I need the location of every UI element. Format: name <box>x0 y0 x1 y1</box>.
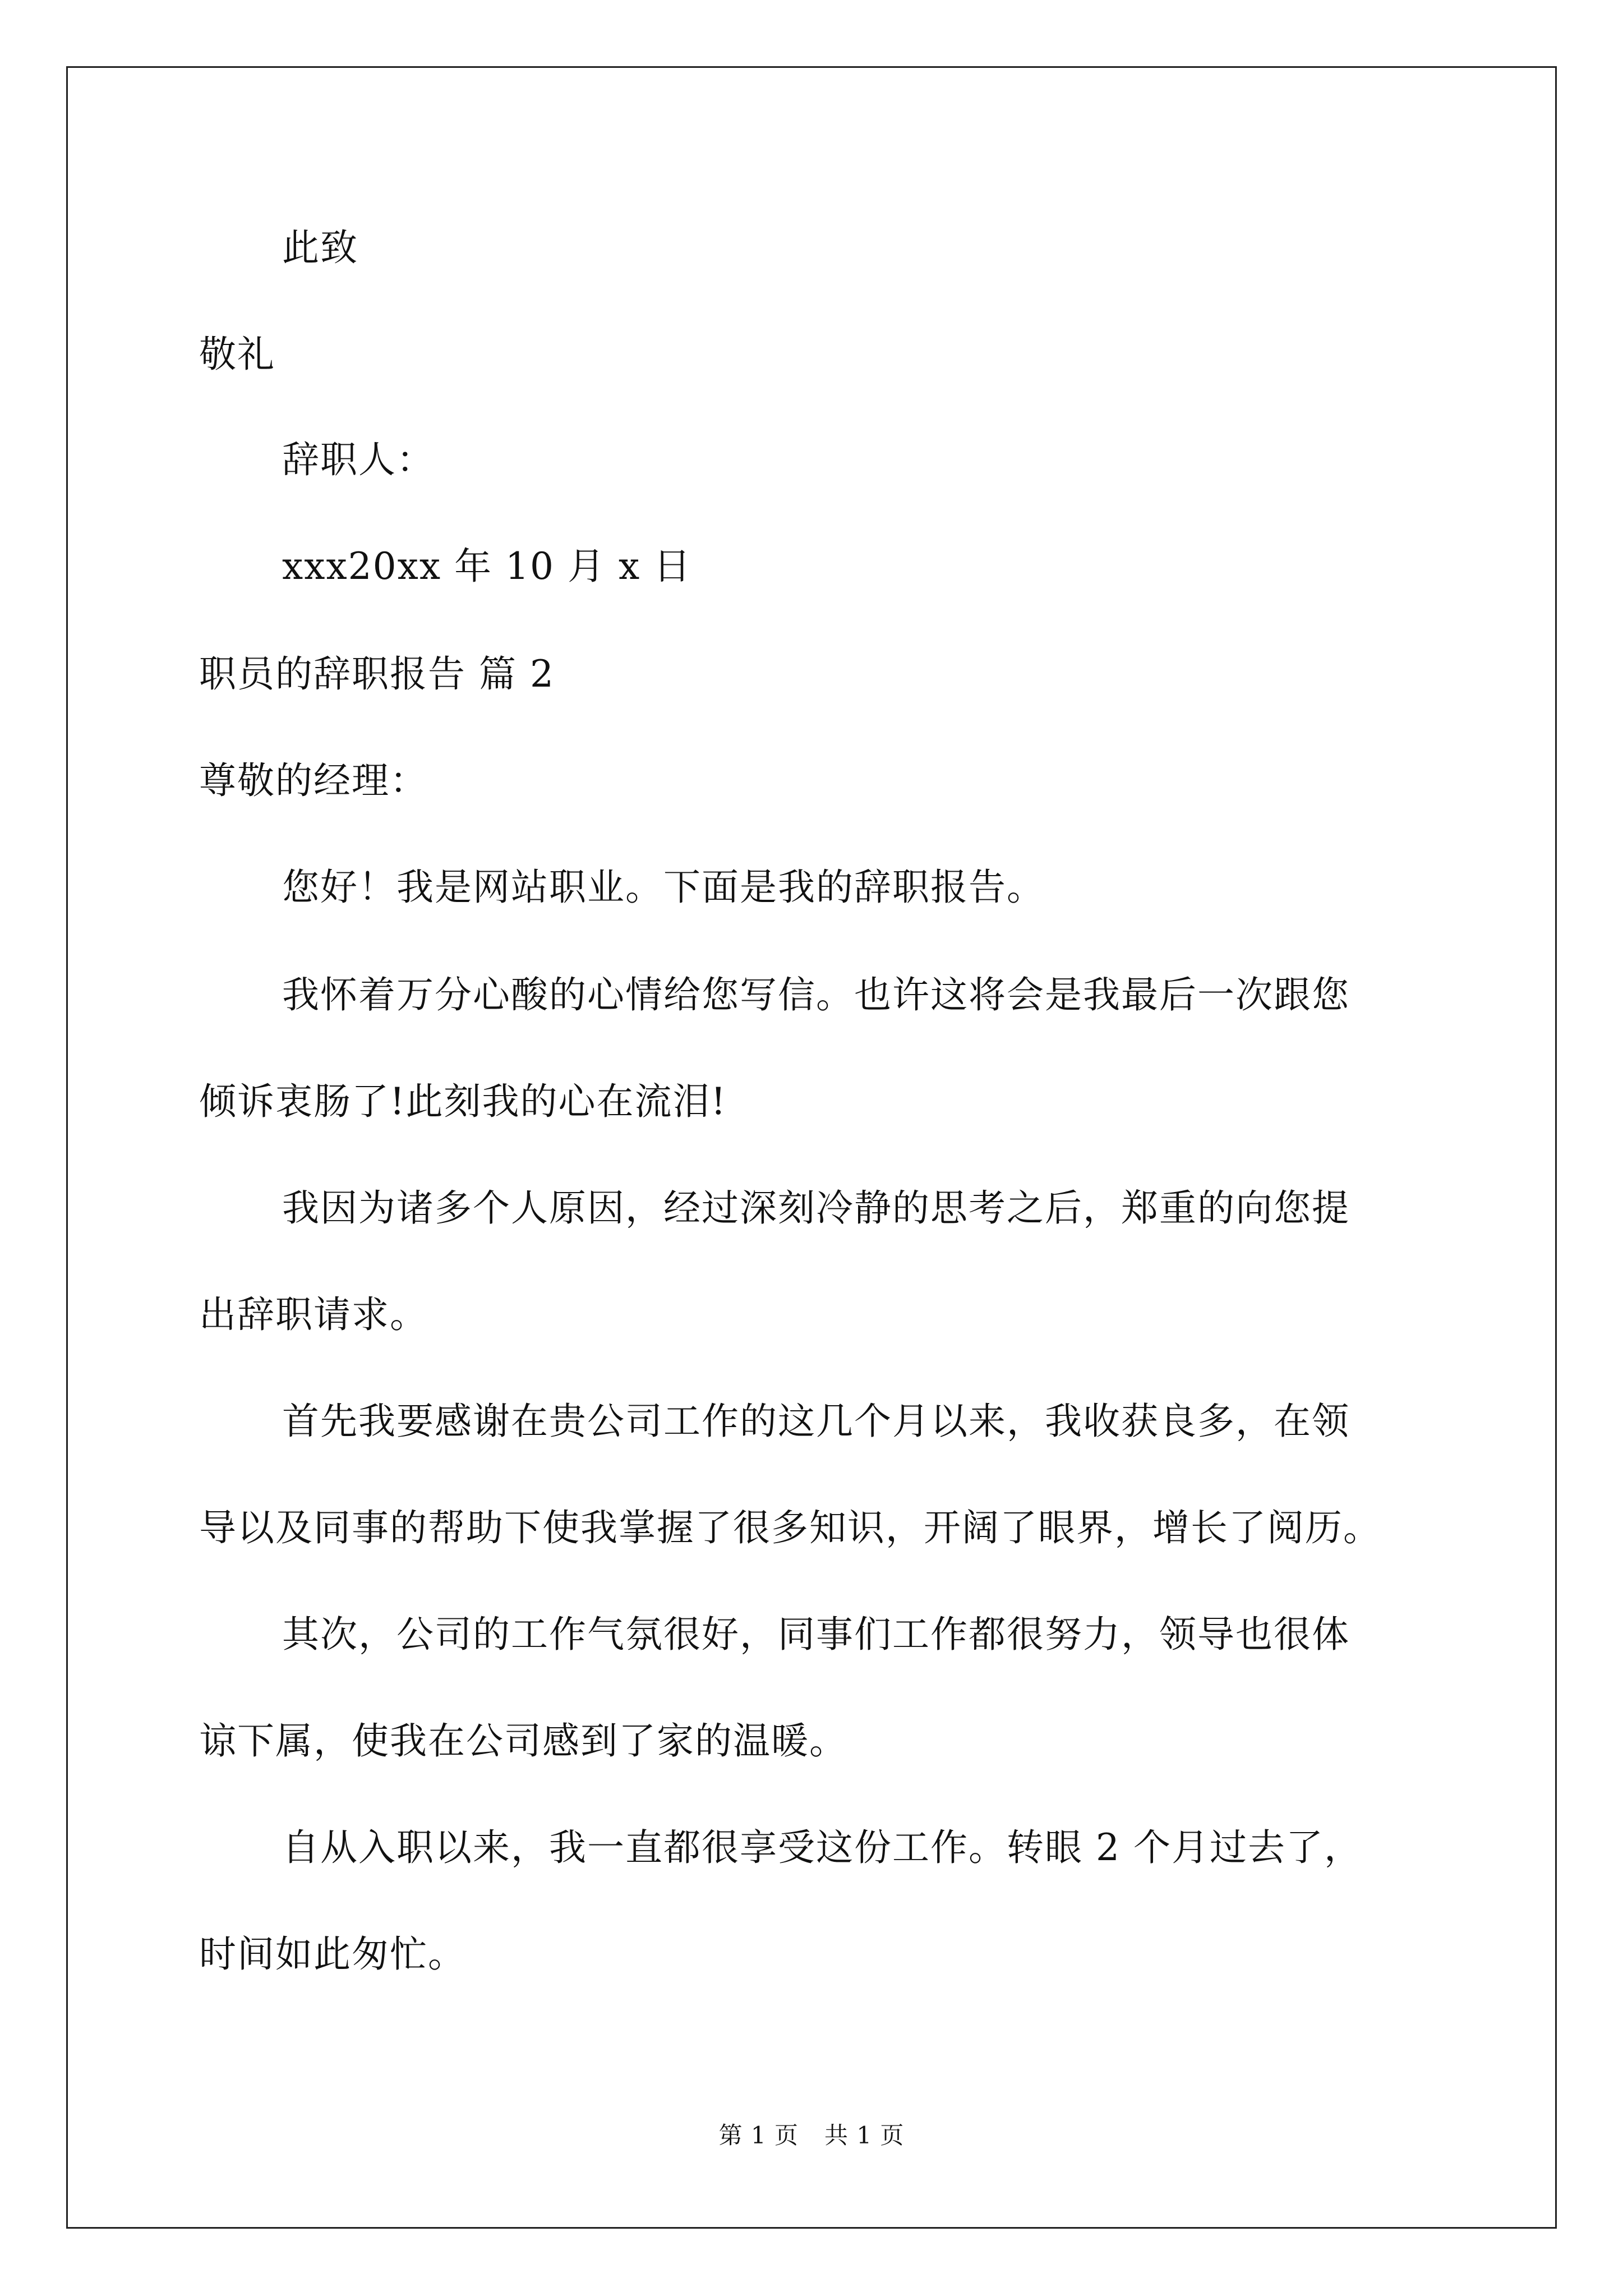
paragraph-line: 首先我要感谢在贵公司工作的这几个月以来，我收获良多，在领 <box>282 1400 1350 1443</box>
closing-regards: 敬礼 <box>199 333 275 376</box>
page-footer <box>0 2122 1623 2150</box>
paragraph-line: 自从入职以来，我一直都很享受这份工作。转眼 2 个月过去了， <box>282 1826 1362 1869</box>
closing-salutation: 此致 <box>282 226 358 269</box>
paragraph-line: 我怀着万分心酸的心情给您写信。也许这将会是我最后一次跟您 <box>282 973 1350 1016</box>
greeting: 尊敬的经理： <box>199 759 428 802</box>
paragraph-line: 出辞职请求。 <box>199 1293 428 1336</box>
page-count: 共 1 页 <box>824 2122 905 2149</box>
signature-label: 辞职人： <box>282 438 435 481</box>
paragraph-line: 我因为诸多个人原因，经过深刻冷静的思考之后，郑重的向您提 <box>282 1186 1350 1230</box>
paragraph-line: 谅下属，使我在公司感到了家的温暖。 <box>199 1719 847 1763</box>
page-number: 第 1 页 <box>718 2122 799 2149</box>
page-frame <box>66 66 1557 2229</box>
section-heading: 职员的辞职报告 篇 2 <box>199 652 555 696</box>
paragraph-line: 导以及同事的帮助下使我掌握了很多知识，开阔了眼界，增长了阅历。 <box>199 1506 1381 1549</box>
signature-date: xxx20xx 年 10 月 x 日 <box>282 545 692 588</box>
paragraph-line: 其次，公司的工作气氛很好，同事们工作都很努力，领导也很体 <box>282 1613 1350 1656</box>
paragraph-line: 您好！我是网站职业。下面是我的辞职报告。 <box>282 866 1045 909</box>
paragraph-line: 时间如此匆忙。 <box>199 1932 466 1976</box>
paragraph-line: 倾诉衷肠了!此刻我的心在流泪! <box>199 1080 727 1123</box>
